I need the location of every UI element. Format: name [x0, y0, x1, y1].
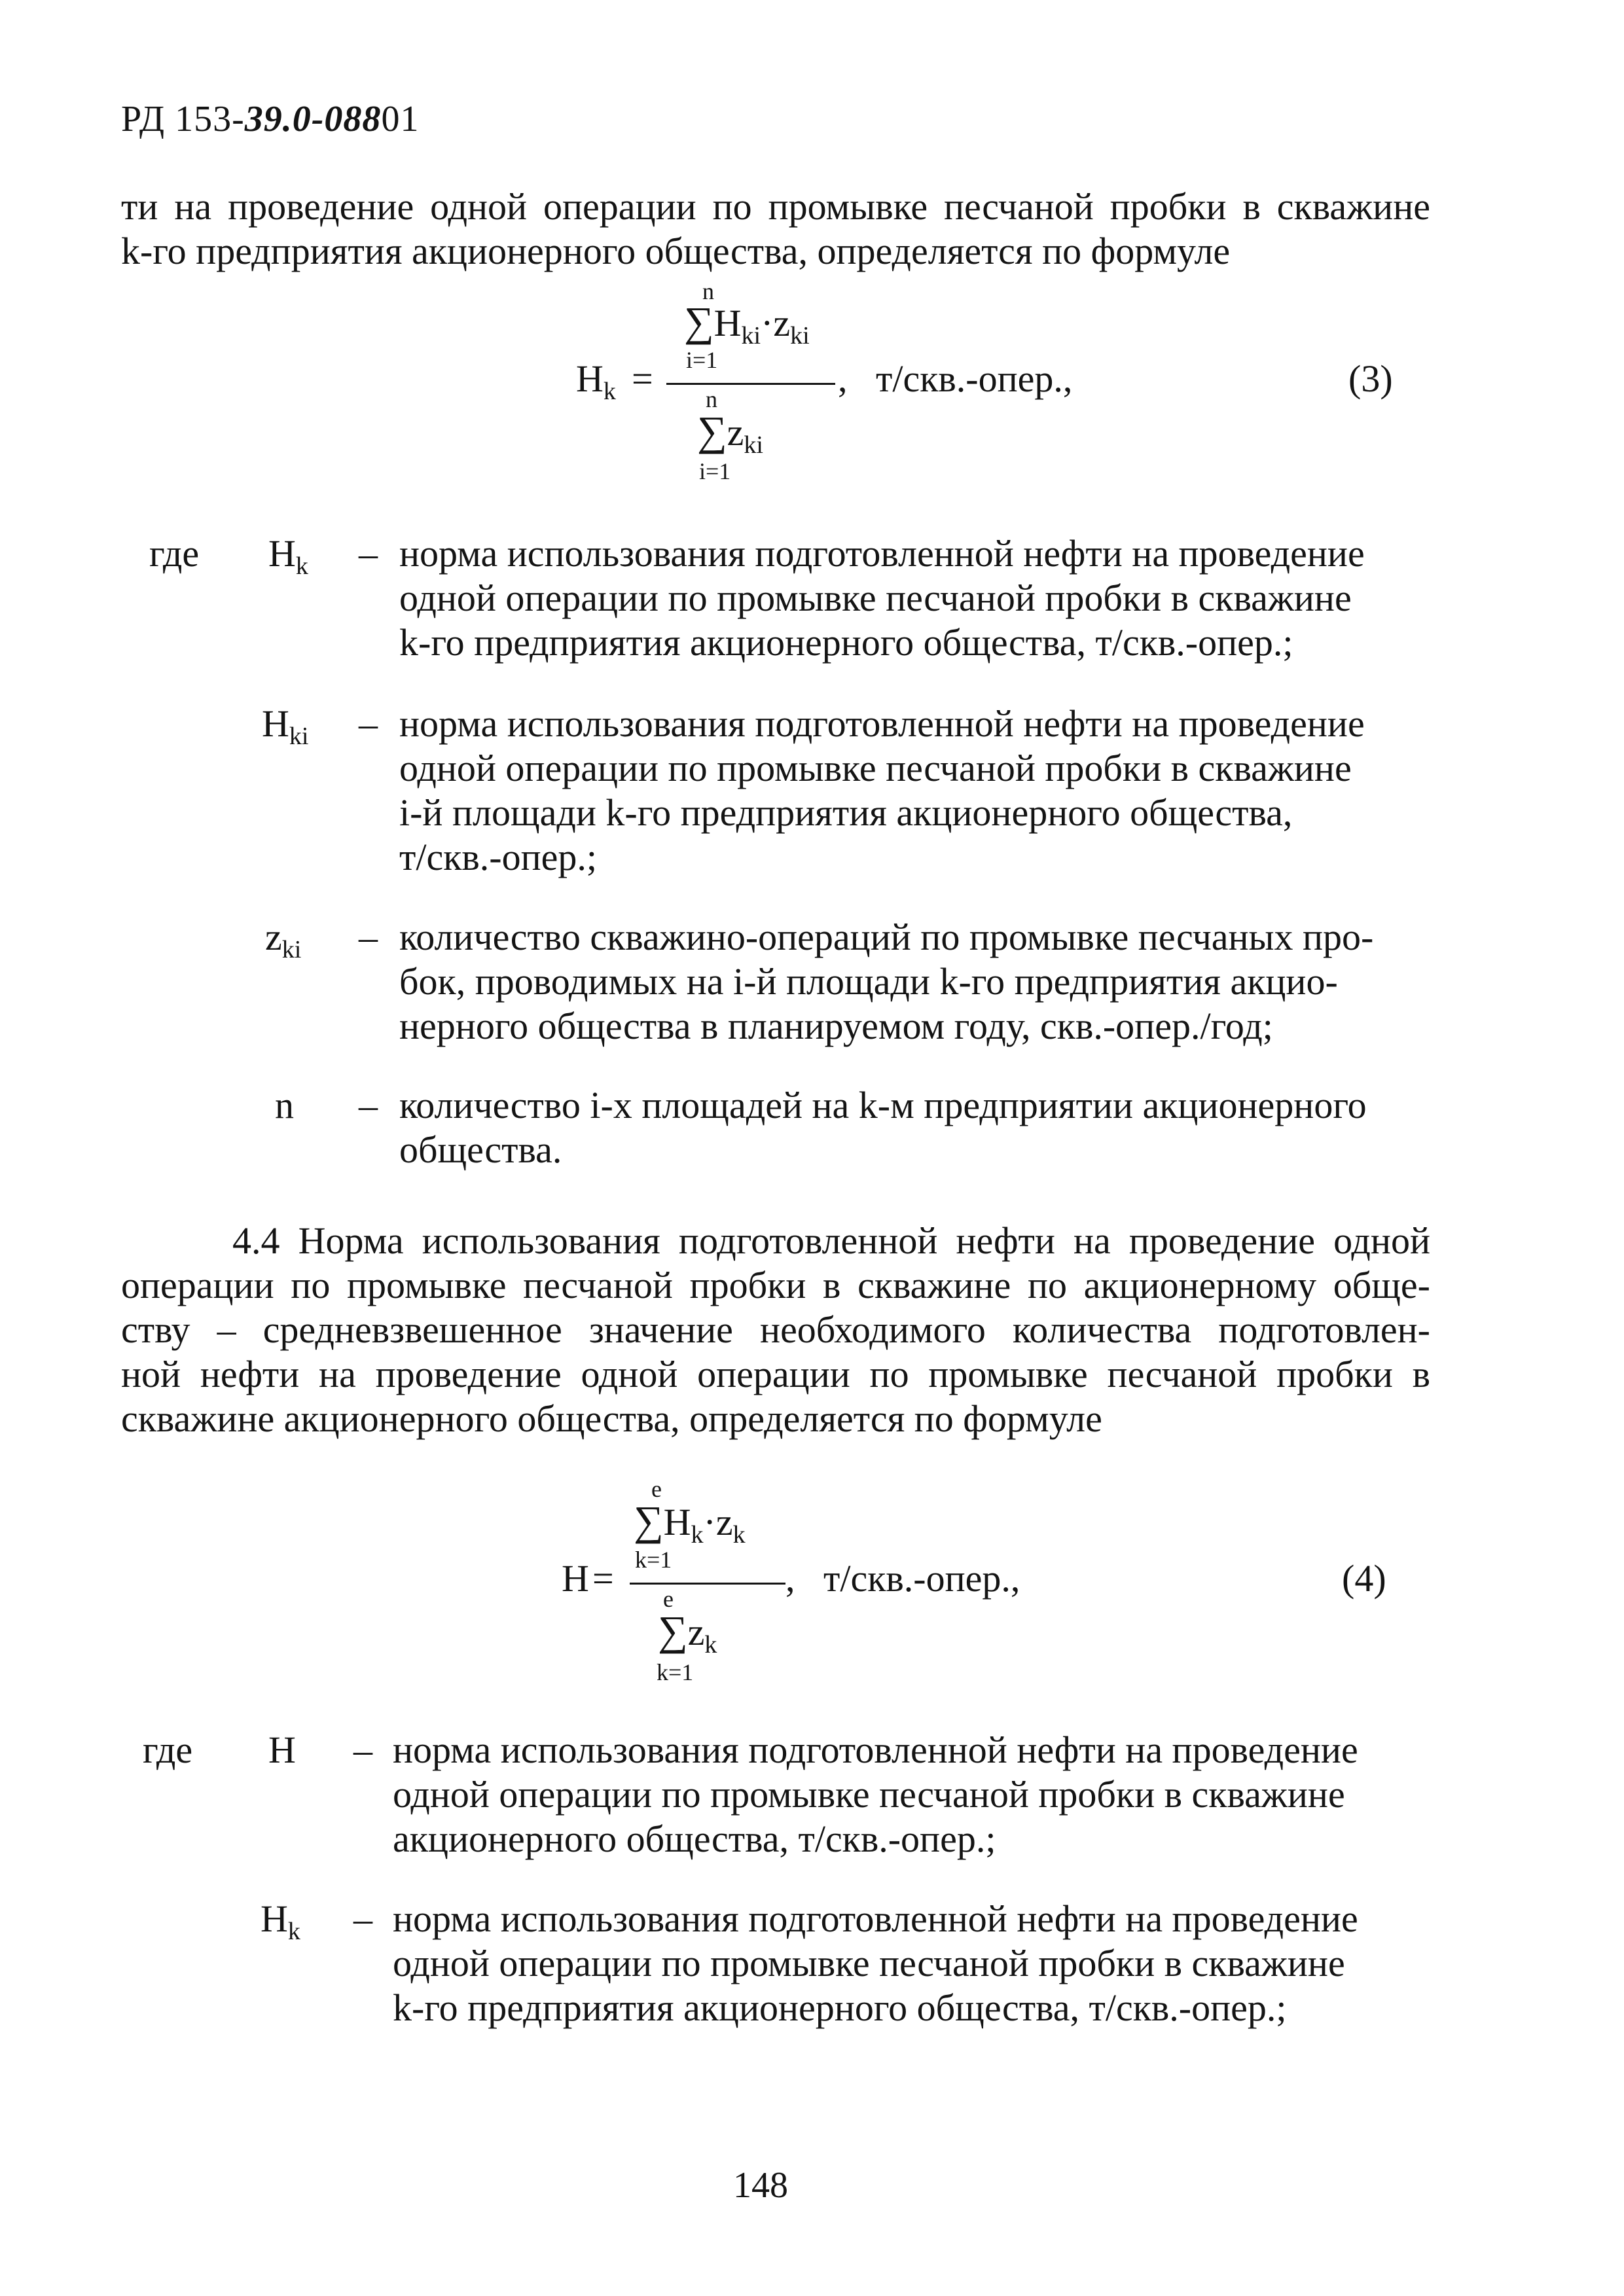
formula-3-num-sigma: ∑	[684, 298, 714, 345]
defs-1-dash-hki: –	[359, 702, 378, 745]
formula-3-num-term2-sub: ki	[790, 322, 810, 350]
defs-1-text-hki-line-3: i-й площади k-го предприятия акционерного общества,	[399, 791, 1293, 834]
defs-1-dash-hk: –	[359, 532, 378, 575]
defs-1-dash-zki: –	[359, 916, 378, 958]
formula-4-den-upper: e	[663, 1586, 674, 1612]
formula-3-den-term-sub: ki	[744, 431, 763, 459]
formula-3-lhs-sub: k	[603, 378, 616, 405]
formula-3-num-term2: z	[773, 302, 791, 344]
defs-1-text-hki-line-4: т/скв.-опер.;	[399, 836, 597, 878]
defs-1-text-n-line-1: количество i-х площадей на k-м предприятии акционерного	[399, 1084, 1367, 1126]
defs-1-text-hki-line-2: одной операции по промывке песчаной пробки в скважине	[399, 747, 1352, 789]
defs-2-text-hk	[393, 1897, 1375, 2030]
page-number: 148	[733, 2165, 788, 2206]
defs-1-text-hk-line-2: одной операции по промывке песчаной пробки в скважине	[399, 577, 1352, 619]
intro-line-2: k-го предприятия акционерного общества, определяется по формуле	[121, 230, 1231, 272]
formula-3-lhs-symbol: H	[576, 357, 604, 400]
formula-4-number: (4)	[1342, 1557, 1386, 1600]
section-4-4-line-1: 4.4 Норма использования подготовленной нефти на проведение одной	[232, 1219, 1430, 1262]
formula-4-numerator	[634, 1499, 746, 1549]
formula-4-fraction-bar	[630, 1583, 785, 1585]
formula-4-num-term1: H	[663, 1501, 691, 1543]
defs-1-text-hk-line-1: норма использования подготовленной нефти на проведение	[399, 532, 1365, 575]
defs-1-symbol-hki-sub: ki	[289, 723, 309, 750]
defs-1-symbol-n-main: n	[275, 1084, 294, 1126]
defs-2-dash-h: –	[353, 1729, 372, 1771]
defs-2-text-h-line-2: одной операции по промывке песчаной пробки в скважине	[393, 1773, 1345, 1816]
defs-1-symbol-zki-sub: ki	[281, 936, 302, 963]
defs-2-symbol-h	[268, 1728, 296, 1777]
document-code-suffix: 01	[381, 99, 420, 139]
formula-3-unit: , т/скв.-опер.,	[838, 357, 1073, 400]
formula-4-num-dot: ·	[703, 1501, 716, 1543]
formula-3-equals: =	[632, 357, 653, 400]
formula-3-den-term: z	[727, 411, 744, 454]
defs-2-symbol-h-main: H	[268, 1729, 296, 1771]
formula-4-num-term2: z	[715, 1501, 733, 1543]
formula-4-num-term1-sub: k	[691, 1521, 704, 1549]
section-4-4-line-5: скважине акционерного общества, определяется по формуле	[121, 1397, 1102, 1440]
formula-4-denominator	[658, 1609, 717, 1659]
defs-2-dash-hk: –	[353, 1897, 372, 1940]
formula-3-num-term1: H	[713, 302, 742, 344]
formula-4-lhs: H	[562, 1557, 589, 1600]
formula-4-num-lower: k=1	[635, 1547, 672, 1573]
formula-3-den-upper: n	[706, 386, 717, 412]
defs-1-symbol-zki-main: z	[265, 916, 282, 958]
formula-4-num-upper: e	[651, 1476, 662, 1502]
defs-2-text-h-line-3: акционерного общества, т/скв.-опер.;	[393, 1818, 996, 1860]
defs-2-text-h	[393, 1728, 1375, 1861]
formula-4-den-sigma: ∑	[658, 1607, 688, 1654]
formula-4-num-term2-sub: k	[732, 1521, 746, 1549]
defs-1-where: где	[149, 532, 200, 575]
defs-1-text-hki-line-1: норма использования подготовленной нефти на проведение	[399, 702, 1365, 745]
formula-3-number: (3)	[1348, 357, 1393, 400]
intro-line-1: ти на проведение одной операции по промывке песчаной пробки в скважине	[121, 185, 1430, 228]
formula-4-num-sigma: ∑	[634, 1498, 664, 1544]
formula-3-num-term1-sub: ki	[741, 322, 761, 350]
formula-4-den-term: z	[687, 1611, 705, 1653]
defs-2-symbol-hk	[261, 1897, 300, 1946]
defs-1-text-zki-line-3: нерного общества в планируемом году, скв.-опер./год;	[399, 1005, 1273, 1047]
document-code-handwritten: 39.0-088	[244, 99, 382, 139]
formula-3-num-dot: ·	[761, 302, 774, 344]
section-4-4-line-3: ству – средневзвешенное значение необходимого количества подготовлен-	[121, 1308, 1430, 1351]
formula-3-den-lower: i=1	[699, 458, 731, 484]
defs-1-text-n-line-2: общества.	[399, 1128, 562, 1171]
formula-3-num-lower: i=1	[686, 347, 718, 373]
formula-3-num-upper: n	[702, 278, 714, 304]
defs-1-text-zki-line-2: бок, проводимых на i-й площади k-го предприятия акцио-	[399, 960, 1338, 1003]
defs-1-text-zki-line-1: количество скважино-операций по промывке песчаных про-	[399, 916, 1374, 958]
formula-4-unit: , т/скв.-опер.,	[785, 1557, 1020, 1600]
defs-2-text-hk-line-1: норма использования подготовленной нефти на проведение	[393, 1897, 1358, 1940]
document-code-prefix: РД 153-	[121, 99, 245, 139]
defs-2-text-hk-line-2: одной операции по промывке песчаной пробки в скважине	[393, 1942, 1345, 1984]
defs-2-where: где	[143, 1729, 193, 1771]
defs-2-symbol-hk-main: H	[261, 1897, 288, 1940]
formula-4-equals: =	[592, 1557, 614, 1600]
defs-1-symbol-hk-main: H	[268, 532, 296, 575]
formula-4-den-lower: k=1	[657, 1659, 694, 1685]
formula-3-den-sigma: ∑	[697, 408, 727, 454]
section-4-4-line-4: ной нефти на проведение одной операции по промывке песчаной пробки в	[121, 1353, 1430, 1395]
section-4-4-line-2: операции по промывке песчаной пробки в скважине по акционерному обще-	[121, 1264, 1430, 1306]
defs-1-symbol-hki-main: H	[262, 702, 289, 745]
formula-4-den-term-sub: k	[704, 1631, 717, 1659]
defs-2-symbol-hk-sub: k	[287, 1918, 300, 1945]
defs-2-text-hk-line-3: k-го предприятия акционерного общества, т/скв.-опер.;	[393, 1986, 1287, 2029]
defs-1-symbol-hk-sub: k	[295, 552, 308, 580]
defs-1-dash-n: –	[359, 1084, 378, 1126]
defs-1-text-hk-line-3: k-го предприятия акционерного общества, т/скв.-опер.;	[399, 621, 1293, 664]
defs-2-text-h-line-1: норма использования подготовленной нефти на проведение	[393, 1729, 1358, 1771]
